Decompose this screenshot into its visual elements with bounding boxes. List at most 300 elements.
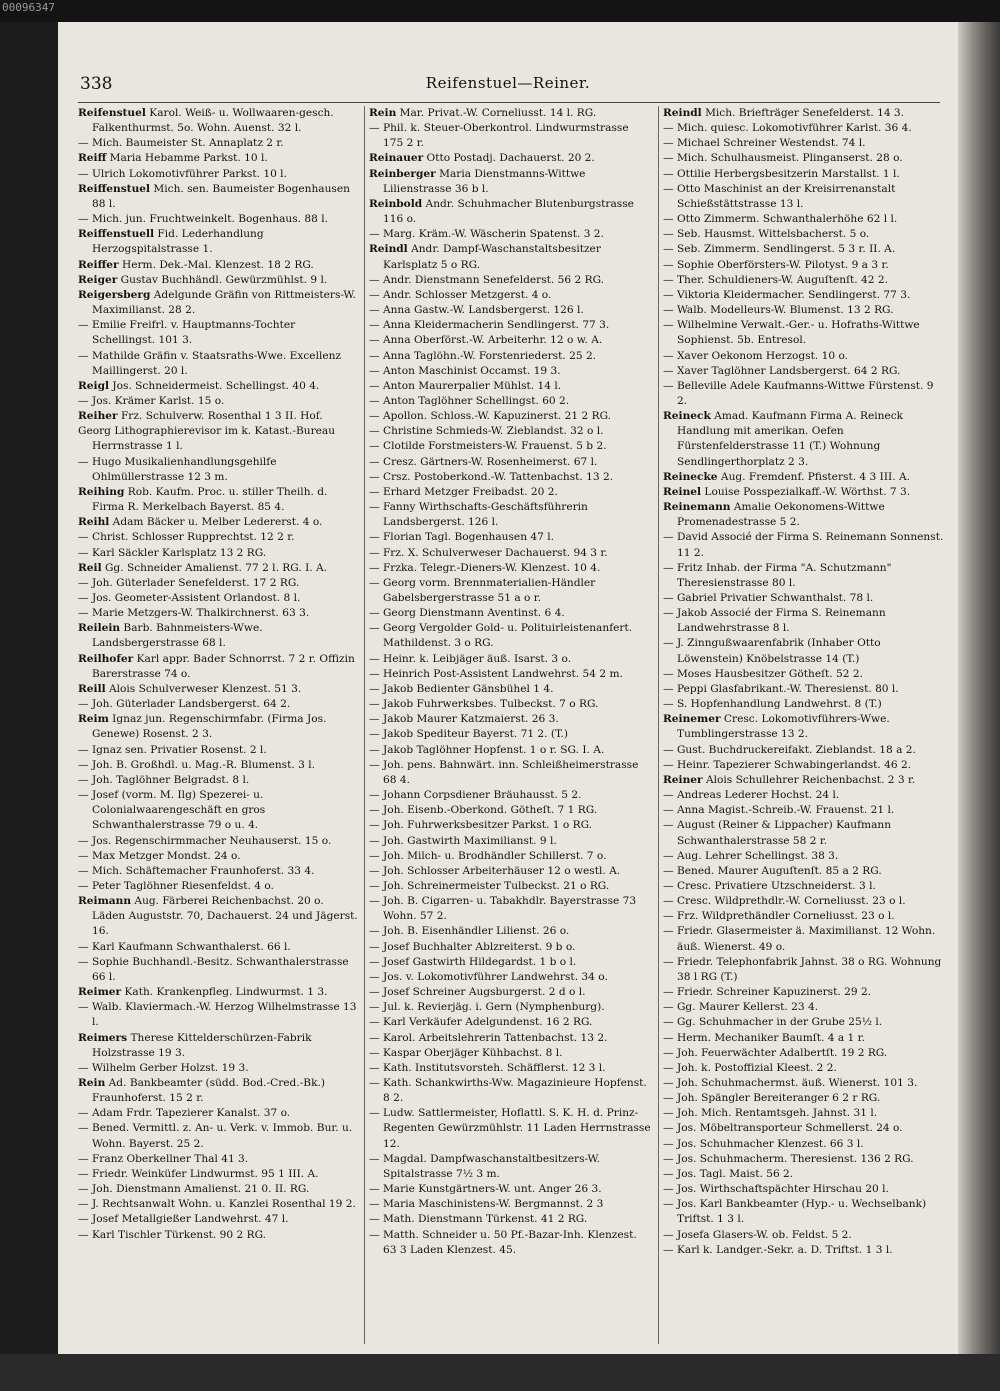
entry-text: — Gabriel Privatier Schwanthalst. 78 l. [663, 592, 874, 604]
entry-text: — Mich. Schulhausmeist. Plinganserst. 28 o. [663, 152, 903, 165]
directory-entry [663, 379, 945, 409]
directory-entry [369, 546, 651, 561]
entry-surname: Reindl [369, 243, 408, 256]
directory-entry [78, 546, 360, 561]
directory-entry [369, 849, 651, 864]
directory-entry [369, 834, 651, 849]
entry-text: Louise Posspezialkaff.-W. Wörthst. 7 3. [701, 485, 911, 498]
entry-text: — Jakob Maurer Katzmaierst. 26 3. [369, 713, 559, 726]
entry-text: — Anton Maurerpalier Mühlst. 14 l. [369, 379, 562, 392]
directory-entry [369, 940, 651, 955]
entry-text: — Peppi Glasfabrikant.-W. Theresienst. 80 l. [663, 682, 899, 695]
directory-entry [78, 879, 360, 894]
entry-text: — Wilhelmine Verwalt.-Ger.- u. Hofraths-Wittwe Sophienst. 5b. Entresol. [663, 319, 920, 347]
directory-entry [78, 424, 360, 454]
entry-text: — Seb. Zimmerm. Sendlingerst. 5 3 r. II. A. [663, 243, 896, 256]
entry-surname: Reilein [78, 622, 121, 635]
directory-entry [663, 1076, 945, 1091]
directory-entry [663, 1000, 945, 1015]
entry-text: — Herm. Mechaniker Baumſt. 4 a 1 r. [663, 1031, 865, 1044]
directory-entry [663, 530, 945, 560]
directory-entry [369, 743, 651, 758]
entry-text: — Adam Frdr. Tapezierer Kanalst. 37 o. [78, 1107, 291, 1120]
directory-entry [78, 1212, 360, 1227]
directory-entry [369, 1061, 651, 1076]
entry-text: — Wilhelm Gerber Holzst. 19 3. [78, 1061, 249, 1074]
directory-entry [369, 1106, 651, 1151]
directory-entry [78, 697, 360, 712]
directory-entry [78, 212, 360, 227]
directory-entry [663, 1121, 945, 1136]
entry-text: — Andr. Schlosser Metzgerst. 4 o. [369, 288, 552, 301]
entry-text: Andr. Schuhmacher Blutenburgstrasse 116 o. [383, 197, 634, 226]
directory-entry [78, 1228, 360, 1243]
directory-entry [663, 121, 945, 136]
directory-entry [663, 1182, 945, 1197]
entry-text: Alois Schullehrer Reichenbachst. 2 3 r. [702, 773, 916, 786]
directory-entry [369, 167, 651, 197]
directory-entry [369, 530, 651, 545]
entry-text: — Christine Schmieds-W. Zieblandst. 32 o l. [369, 425, 604, 438]
entry-text: — Joh. Güterlader Senefelderst. 17 2 RG. [78, 576, 300, 589]
entry-surname: Reim [78, 713, 109, 726]
entry-text: — Otto Zimmerm. Schwanthalerhöhe 62 l l. [663, 213, 898, 226]
entry-text: — Ignaz sen. Privatier Rosenst. 2 l. [78, 743, 267, 756]
entry-text: — Joh. Güterlader Landsbergerst. 64 2. [78, 698, 291, 711]
directory-entry [369, 364, 651, 379]
entry-text: — Josef Schreiner Augsburgerst. 2 d o l. [369, 986, 586, 999]
entry-text: Rob. Kaufm. Proc. u. stiller Theilh. d. Firma R. Merkelbach Bayerst. 85 4. [92, 485, 328, 514]
entry-text: — Mich. Baumeister St. Annaplatz 2 r. [78, 137, 284, 150]
page-number: 338 [80, 74, 113, 94]
entry-text: — Maria Maschinistens-W. Bergmannst. 2 3 [369, 1198, 604, 1211]
entry-text: — S. Hopfenhandlung Landwehrst. 8 (T.) [663, 698, 882, 711]
directory-entry [663, 409, 945, 470]
directory-entry [78, 773, 360, 788]
entry-text: — Karol. Arbeitslehrerin Tattenbachst. 13 2. [369, 1031, 608, 1044]
entry-text: — Joh. Mich. Rentamtsgeh. Jahnst. 31 l. [663, 1107, 878, 1120]
entry-text: Maria Dienstmanns-Wittwe Lilienstrasse 36 b l. [383, 167, 586, 195]
entry-text: Kath. Krankenpfleg. Lindwurmst. 1 3. [121, 986, 328, 999]
directory-entry [78, 1121, 360, 1151]
entry-text: — Karl Säckler Karlsplatz 13 2 RG. [78, 546, 267, 559]
entry-text: Georg Lithographierevisor im k. Katast.-Bureau Herrnstrasse 1 l. [78, 425, 336, 453]
scan-bottom-strip [0, 1354, 1000, 1391]
directory-entry [369, 500, 651, 530]
directory-entry [369, 349, 651, 364]
directory-entry [369, 1031, 651, 1046]
directory-entry [78, 1106, 360, 1121]
entry-text: — Jakob Fuhrwerksbes. Tulbeckst. 7 o RG. [369, 698, 599, 711]
entry-text: — Friedr. Weinküfer Lindwurmst. 95 1 III. A. [78, 1167, 319, 1180]
directory-entry [663, 849, 945, 864]
directory-entry [369, 803, 651, 818]
directory-entry [369, 864, 651, 879]
directory-entry [369, 1228, 651, 1258]
entry-text: Barb. Bahnmeisters-Wwe. Landsbergerstrasse 68 l. [92, 622, 263, 650]
entry-text: — Jos. Tagl. Maist. 56 2. [663, 1167, 794, 1180]
directory-entry [369, 394, 651, 409]
entry-text: — Josefa Glasers-W. ob. Feldst. 5 2. [663, 1228, 852, 1241]
entry-text: — David Associé der Firma S. Reinemann Sonnenst. 11 2. [663, 531, 944, 559]
entry-text: — Joh. Spängler Bereiteranger 6 2 r RG. [663, 1092, 881, 1105]
directory-entry [663, 1106, 945, 1121]
entry-text: — Karl Verkäufer Adelgundenst. 16 2 RG. [369, 1016, 593, 1029]
directory-entry [369, 924, 651, 939]
directory-entry [369, 818, 651, 833]
entry-surname: Reiffenstuel [78, 182, 151, 195]
entry-surname: Reihing [78, 485, 125, 498]
directory-entry [369, 121, 651, 151]
entry-text: — Jakob Taglöhner Hopfenst. 1 o r. SG. I. A. [369, 743, 605, 756]
entry-text: Maria Hebamme Parkst. 10 l. [106, 152, 268, 165]
entry-text: — Clotilde Forstmeisters-W. Frauenst. 5 b 2. [369, 440, 607, 453]
entry-text: — Joh. Gastwirth Maximilianst. 9 l. [369, 834, 557, 847]
entry-surname: Reifenstuel [78, 107, 146, 119]
directory-entry [369, 621, 651, 651]
directory-entry [369, 682, 651, 697]
directory-entry [78, 621, 360, 651]
entry-text: — J. Rechtsanwalt Wohn. u. Kanzlei Rosenthal 19 2. [78, 1198, 356, 1211]
directory-entry [663, 743, 945, 758]
directory-entry [663, 273, 945, 288]
entry-text: — Anton Maschinist Occamst. 19 3. [369, 364, 561, 377]
entry-text: Frz. Schulverw. Rosenthal 1 3 II. Hof. [117, 410, 323, 423]
directory-entry [663, 1197, 945, 1227]
entry-text: Aug. Fremdenf. Pfisterst. 4 3 III. A. [717, 470, 910, 483]
entry-text: Karol. Weiß- u. Wollwaaren-gesch. Falkenthurmst. 5o. Wohn. Auenst. 32 l. [92, 107, 334, 135]
directory-entry [369, 106, 651, 121]
entry-text: — Hugo Musikalienhandlungsgehilfe Ohlmüllerstrasse 12 3 m. [78, 455, 277, 483]
entry-surname: Reinberger [369, 167, 436, 180]
entry-text: — Jos. Wirthschaftspächter Hirschau 20 l. [663, 1183, 889, 1196]
directory-entry [663, 288, 945, 303]
directory-entry [78, 409, 360, 424]
entry-text: — Andreas Lederer Hochst. 24 l. [663, 789, 840, 802]
entry-text: — Apollon. Schloss.-W. Kapuzinerst. 21 2 RG. [369, 410, 612, 423]
entry-text: — Crsz. Postoberkond.-W. Tattenbachst. 13 2. [369, 470, 614, 483]
directory-entry [663, 1228, 945, 1243]
entry-text: Andr. Dampf-Waschanstaltsbesitzer Karlsplatz 5 o RG. [383, 243, 601, 271]
directory-entry [369, 879, 651, 894]
directory-entry [78, 788, 360, 833]
entry-surname: Rein [78, 1077, 106, 1089]
entry-surname: Reiffer [78, 258, 119, 271]
directory-entry [663, 1046, 945, 1061]
entry-surname: Reinbold [369, 197, 423, 210]
directory-entry [663, 818, 945, 848]
directory-entry [663, 470, 945, 485]
entry-text: — Seb. Hausmst. Wittelsbacherst. 5 o. [663, 228, 870, 241]
directory-entry [663, 667, 945, 682]
directory-entry [78, 530, 360, 545]
directory-entry [369, 1015, 651, 1030]
entry-text: — Gg. Schuhmacher in der Grube 25½ l. [663, 1016, 883, 1029]
directory-entry [78, 167, 360, 182]
entry-text: — Joh. Schlosser Arbeiterhäuser 12 o westl. A. [369, 864, 621, 877]
directory-entry [78, 743, 360, 758]
entry-text: — Ther. Schuldieners-W. Auguſtenſt. 42 2. [663, 273, 888, 286]
entry-text: Gustav Buchhändl. Gewürzmühlst. 9 l. [117, 273, 328, 286]
entry-text: — Josef Metallgießer Landwehrst. 47 l. [78, 1213, 289, 1226]
entry-text: Aug. Färberei Reichenbachst. 20 o. Läden Auguststr. 70, Dachauerst. 24 und Jägerst. 16. [92, 895, 358, 938]
entry-surname: Reinemer [663, 713, 721, 726]
directory-entry [78, 515, 360, 530]
entry-text: — Bened. Vermittl. z. An- u. Verk. v. Immob. Bur. u. Wohn. Bayerst. 25 2. [78, 1122, 353, 1150]
directory-entry [78, 318, 360, 348]
entry-text: — Jos. Möbeltransporteur Schmellerst. 24 o. [663, 1122, 903, 1135]
entry-text: — Franz Oberkellner Thal 41 3. [78, 1152, 249, 1165]
scan-id: 00096347 [2, 1, 55, 14]
entry-text: — Otto Maschinist an der Kreisirrenanstalt Schießstättstrasse 13 l. [663, 182, 896, 210]
directory-entry [663, 349, 945, 364]
directory-entry [663, 318, 945, 348]
entry-text: Karl appr. Bader Schnorrst. 7 2 r. Offizin Barerstrasse 74 o. [92, 652, 355, 680]
directory-entry [663, 606, 945, 636]
entry-text: — Mich. Schäftemacher Fraunhoferst. 33 4. [78, 864, 315, 877]
directory-entry [369, 470, 651, 485]
entry-text: — Magdal. Dampfwaschanstaltbesitzers-W. Spitalstrasse 7½ 3 m. [369, 1152, 600, 1180]
directory-entry [78, 258, 360, 273]
directory-entry [78, 1061, 360, 1076]
directory-entry [663, 500, 945, 530]
entry-text: — Phil. k. Steuer-Oberkontrol. Lindwurmstrasse 175 2 r. [369, 122, 629, 150]
directory-entry [663, 924, 945, 954]
entry-text: — Joh. pens. Bahnwärt. inn. Schleißheimerstrasse 68 4. [369, 758, 639, 786]
entry-text: — Jos. Geometer-Assistent Orlandost. 8 l. [78, 592, 301, 604]
entry-text: Alois Schulverweser Klenzest. 51 3. [105, 682, 302, 695]
directory-entry [78, 106, 360, 136]
directory-entry [663, 909, 945, 924]
entry-text: — Marie Metzgers-W. Thalkirchnerst. 63 3. [78, 607, 310, 620]
entry-text: — Belleville Adele Kaufmanns-Wittwe Fürstenst. 9 2. [663, 379, 934, 407]
directory-entry [369, 333, 651, 348]
entry-text: — Bened. Maurer Auguſtenſt. 85 a 2 RG. [663, 864, 882, 877]
entry-text: — Aug. Lehrer Schellingst. 38 3. [663, 849, 839, 862]
entry-text: Therese Kittelderschürzen-Fabrik Holzstrasse 19 3. [92, 1031, 312, 1059]
directory-entry [369, 576, 651, 606]
entry-text: — Matth. Schneider u. 50 Pf.-Bazar-Inh. Klenzest. 63 3 Laden Klenzest. 45. [369, 1228, 637, 1256]
directory-entry [663, 697, 945, 712]
column-3 [663, 106, 945, 1346]
directory-entry [78, 1197, 360, 1212]
entry-text: — Emilie Freifrl. v. Hauptmanns-Tochter Schellingst. 101 3. [78, 319, 296, 347]
entry-text: — Sophie Buchhandl.-Besitz. Schwanthalerstrasse 66 l. [78, 955, 349, 983]
directory-entry [369, 561, 651, 576]
entry-text: — Viktoria Kleidermacher. Sendlingerst. 77 3. [663, 288, 911, 301]
book-edge [958, 22, 1000, 1391]
entry-text: Herm. Dek.-Mal. Klenzest. 18 2 RG. [118, 258, 314, 271]
entry-text: — J. Zinngußwaarenfabrik (Inhaber Otto Löwenstein) Knöbelstrasse 14 (T.) [663, 637, 881, 665]
entry-text: — Jakob Spediteur Bayerst. 71 2. (T.) [369, 728, 569, 741]
directory-entry [369, 151, 651, 166]
entry-text: — Anna Oberförst.-W. Arbeiterhr. 12 o w. A. [369, 334, 603, 347]
entry-text: — Joh. Fuhrwerksbesitzer Parkst. 1 o RG. [369, 819, 593, 832]
entry-text: — Karl Kaufmann Schwanthalerst. 66 l. [78, 940, 291, 953]
entry-text: — Peter Taglöhner Riesenfeldst. 4 o. [78, 879, 274, 892]
directory-entry [78, 894, 360, 939]
entry-text: — Anna Gastw.-W. Landsbergerst. 126 l. [369, 304, 584, 317]
entry-surname: Reinemann [663, 501, 731, 514]
entry-text: — Joh. Schreinermeister Tulbeckst. 21 o RG. [369, 879, 610, 892]
directory-page [58, 22, 958, 1354]
entry-text: — Xaver Oekonom Herzogst. 10 o. [663, 349, 849, 362]
entry-text: — Friedr. Schreiner Kapuzinerst. 29 2. [663, 986, 872, 999]
entry-text: — Christ. Schlosser Rupprechtst. 12 2 r. [78, 531, 295, 544]
entry-text: — Georg Vergolder Gold- u. Polituirleistenanfert. Mathildenst. 3 o RG. [369, 622, 633, 650]
entry-text: — Jos. v. Lokomotivführer Landwehrst. 34 o. [369, 970, 608, 983]
entry-text: — Sophie Oberförsters-W. Pilotyst. 9 a 3 r. [663, 258, 889, 271]
directory-entry [663, 136, 945, 151]
directory-entry [369, 455, 651, 470]
directory-entry [78, 652, 360, 682]
entry-text: — Marg. Kräm.-W. Wäscherin Spatenst. 3 2. [369, 228, 604, 241]
directory-entry [78, 606, 360, 621]
directory-entry [663, 364, 945, 379]
entry-text: — Cresc. Wildprethdlr.-W. Corneliusst. 23 o l. [663, 895, 906, 908]
directory-entry [369, 788, 651, 803]
scan-top-strip [0, 0, 1000, 22]
directory-entry [663, 227, 945, 242]
directory-entry [369, 439, 651, 454]
entry-text: — Johann Corpsdiener Bräuhausst. 5 2. [369, 789, 582, 802]
directory-entry [369, 1197, 651, 1212]
directory-entry [78, 227, 360, 257]
directory-entry [369, 379, 651, 394]
directory-entry [78, 576, 360, 591]
entry-text: — Moses Hausbesitzer Götheſt. 52 2. [663, 667, 863, 680]
directory-entry [663, 258, 945, 273]
directory-entry [369, 273, 651, 288]
entry-text: — Jul. k. Revierjäg. i. Gern (Nymphenburg). [369, 1001, 605, 1014]
entry-text: — Joh. Taglöhner Belgradst. 8 l. [78, 773, 250, 786]
directory-entry [369, 970, 651, 985]
entry-text: — Joh. Dienstmann Amalienst. 21 0. II. RG. [78, 1183, 310, 1196]
entry-text: Amad. Kaufmann Firma A. Reineck Handlung mit amerikan. Oefen Fürstenfelderstrasse 11 (T.) Wohnung Sendlingerthorplatz 2 3. [677, 410, 904, 468]
entry-text: — Georg Dienstmann Aventinst. 6 4. [369, 607, 565, 620]
directory-entry [663, 864, 945, 879]
directory-entry [78, 849, 360, 864]
entry-text: — Mich. quiesc. Lokomotivführer Karlst. 36 4. [663, 122, 912, 135]
directory-entry [369, 1000, 651, 1015]
entry-text: — Heinrich Post-Assistent Landwehrst. 54 2 m. [369, 667, 623, 680]
directory-entry [369, 197, 651, 227]
entry-text: — Friedr. Telephonfabrik Jahnst. 38 o RG. Wohnung 38 l RG (T.) [663, 955, 942, 983]
entry-text: — Ludw. Sattlermeister, Hoflattl. S. K. H. d. Prinz-Regenten Gewürzmühlstr. 11 Laden Herrnstrasse 12. [369, 1107, 651, 1150]
directory-entry [369, 1212, 651, 1227]
entry-text: — Joh. B. Eisenhändler Lilienst. 26 o. [369, 925, 570, 938]
entry-surname: Reinecke [663, 470, 718, 483]
column-divider [658, 106, 659, 1344]
entry-text: Ad. Bankbeamter (südd. Bod.-Cred.-Bk.) Fraunhoferst. 15 2 r. [92, 1077, 325, 1105]
entry-text: — Anna Magist.-Schreib.-W. Frauenst. 21 l. [663, 804, 895, 817]
directory-entry [663, 106, 945, 121]
directory-entry [369, 1152, 651, 1182]
header-rule [78, 102, 940, 103]
entry-text: — Heinr. Tapezierer Schwabingerlandst. 46 2. [663, 758, 912, 771]
directory-entry [663, 151, 945, 166]
entry-text: — Florian Tagl. Bogenhausen 47 l. [369, 531, 554, 544]
directory-entry [369, 712, 651, 727]
directory-entry [663, 242, 945, 257]
entry-text: — Ulrich Lokomotivführer Parkst. 10 l. [78, 167, 287, 180]
entry-surname: Reiher [78, 410, 118, 423]
directory-entry [369, 242, 651, 272]
directory-entry [663, 985, 945, 1000]
entry-text: — Kaspar Oberjäger Kühbachst. 8 l. [369, 1046, 563, 1059]
entry-text: — Marie Kunstgärtners-W. unt. Anger 26 3. [369, 1183, 602, 1196]
entry-text: — Walb. Modelleurs-W. Blumenst. 13 2 RG. [663, 304, 894, 317]
entry-surname: Reinel [663, 485, 702, 498]
entry-text: — Cresz. Gärtners-W. Rosenheimerst. 67 l. [369, 455, 598, 468]
entry-surname: Reiner [663, 773, 703, 786]
directory-entry [663, 167, 945, 182]
directory-entry [369, 409, 651, 424]
directory-entry [369, 1076, 651, 1106]
entry-text: — August (Reiner & Lippacher) Kaufmann Schwanthalerstrasse 58 2 r. [663, 819, 892, 847]
directory-entry [663, 758, 945, 773]
entry-text: — Friedr. Glasermeister ä. Maximilianst. 12 Wohn. äuß. Wienerst. 49 o. [663, 925, 936, 953]
directory-entry [369, 985, 651, 1000]
entry-text: Adam Bäcker u. Melber Ledererst. 4 o. [109, 516, 323, 529]
directory-entry [369, 894, 651, 924]
directory-entry [78, 394, 360, 409]
directory-entry [663, 955, 945, 985]
directory-entry [78, 151, 360, 166]
directory-entry [663, 773, 945, 788]
directory-entry [663, 591, 945, 606]
directory-entry [78, 485, 360, 515]
entry-surname: Reilhofer [78, 652, 134, 665]
column-1 [78, 106, 360, 1346]
entry-text: — Jos. Karl Bankbeamter (Hyp.- u. Wechselbank) Triftst. 1 3 l. [663, 1198, 927, 1226]
entry-text: Gg. Schneider Amalienst. 77 2 l. RG. I. A. [101, 561, 328, 574]
entry-text: — Georg vorm. Brennmaterialien-Händler Gabelsbergerstrasse 51 a o r. [369, 576, 596, 604]
directory-entry [78, 940, 360, 955]
entry-text: — Gg. Maurer Kellerst. 23 4. [663, 1001, 819, 1014]
entry-text: — Joh. k. Postoffizial Kleest. 2 2. [663, 1061, 837, 1074]
directory-entry [369, 485, 651, 500]
entry-text: — Karl k. Landger.-Sekr. a. D. Triftst. 1 3 l. [663, 1243, 893, 1256]
directory-entry [78, 955, 360, 985]
directory-entry [663, 303, 945, 318]
entry-text: — Max Metzger Mondst. 24 o. [78, 849, 241, 862]
entry-surname: Reigersberg [78, 288, 151, 301]
entry-text: Fid. Lederhandlung Herzogspitalstrasse 1. [92, 228, 264, 256]
directory-entry [663, 1167, 945, 1182]
entry-text: Jos. Schneidermeist. Schellingst. 40 4. [109, 379, 320, 392]
entry-text: — Joh. B. Großhdl. u. Mag.-R. Blumenst. 3 l. [78, 758, 315, 771]
directory-entry [78, 591, 360, 606]
entry-text: — Frz. Wildprethändler Corneliusst. 23 o l. [663, 910, 895, 923]
directory-entry [78, 834, 360, 849]
directory-entry [663, 788, 945, 803]
entry-text: — Frz. X. Schulverweser Dachauerst. 94 3 r. [369, 546, 608, 559]
entry-surname: Reiffenstuell [78, 228, 155, 241]
entry-surname: Reiger [78, 273, 118, 286]
entry-text: Cresc. Lokomotivführers-Wwe. Tumblingerstrasse 13 2. [677, 713, 890, 741]
entry-text: — Jos. Krämer Karlst. 15 o. [78, 394, 225, 407]
column-2 [369, 106, 651, 1346]
directory-entry [369, 227, 651, 242]
entry-text: — Math. Dienstmann Türkenst. 41 2 RG. [369, 1213, 588, 1226]
entry-text: — Kath. Institutsvorsteh. Schäfflerst. 12 3 l. [369, 1061, 606, 1074]
entry-text: — Fritz Inhab. der Firma "A. Schutzmann" Theresienstrasse 80 l. [663, 561, 892, 589]
directory-entry [78, 1182, 360, 1197]
directory-entry [663, 1031, 945, 1046]
entry-text: — Karl Tischler Türkenst. 90 2 RG. [78, 1228, 267, 1241]
entry-text: Adelgunde Gräfin von Rittmeisters-W. Maximilianst. 28 2. [92, 288, 356, 317]
